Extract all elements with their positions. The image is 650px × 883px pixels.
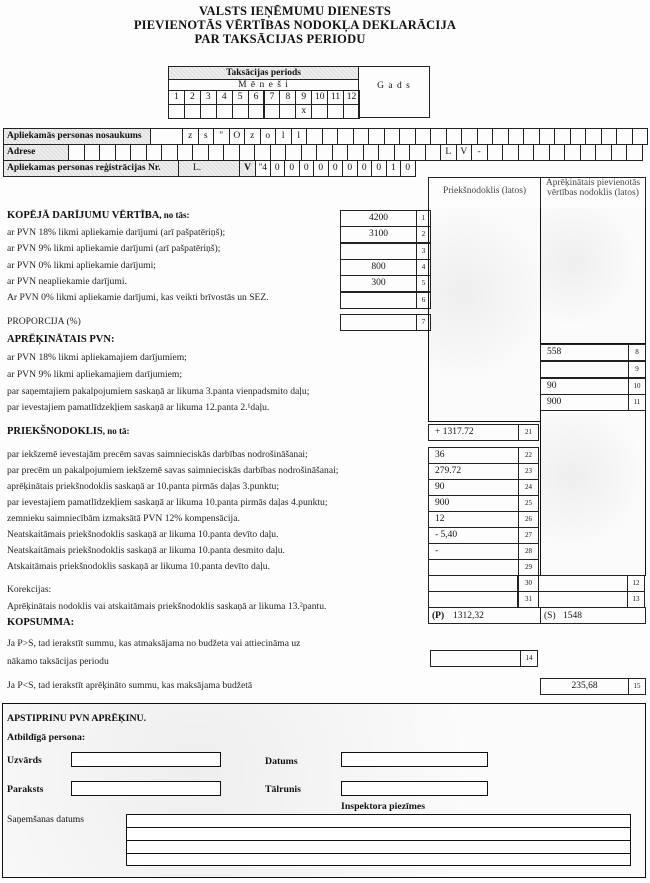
name-char-cell[interactable] <box>322 128 339 145</box>
month-number: 2 <box>184 90 201 105</box>
section3-row <box>428 495 539 512</box>
month-mark-cell[interactable] <box>327 104 344 119</box>
total-s-field[interactable] <box>540 607 646 624</box>
address-char-cell[interactable] <box>84 144 101 161</box>
confirm-title: APSTIPRINU PVN APRĒĶINU. <box>7 713 147 724</box>
date-field[interactable] <box>341 752 488 767</box>
title-agency: VALSTS IEŅĒMUMU DIENESTS <box>198 4 392 18</box>
month-mark-cell[interactable] <box>343 104 360 119</box>
signature-label: Paraksts <box>7 784 44 795</box>
month-number: 5 <box>232 90 249 105</box>
section3-row-line-number: 28 <box>518 543 539 560</box>
section3-row-line-number: 24 <box>518 479 539 496</box>
address-char-cell[interactable] <box>301 144 318 161</box>
section2-row-value[interactable]: 90 <box>540 378 629 395</box>
input-tax-total <box>428 424 539 441</box>
month-mark-cell[interactable] <box>311 104 328 119</box>
address-char-cell[interactable] <box>285 144 302 161</box>
period-title: Taksācijas periods <box>168 66 359 80</box>
month-mark-cell[interactable] <box>200 104 217 119</box>
section1-row-line-number: 2 <box>416 226 431 243</box>
section2-row-label: par saņemtajiem pakalpojumiem saskaņā ar likuma 3.panta vienpadsmito daļu; <box>7 385 310 397</box>
section3-row-label: Atskaitāmais priekšnodoklis saskaņā ar likuma 10.panta devīto daļu. <box>7 561 270 572</box>
address-char-cell[interactable] <box>378 144 395 161</box>
month-number: 9 <box>295 90 312 105</box>
proportion-field-line-number: 7 <box>416 314 431 331</box>
proportion-field <box>340 314 431 331</box>
name-char-cell[interactable] <box>446 128 463 145</box>
section1-row-label: ar PVN neapliekamie darījumi. <box>7 275 127 287</box>
pay-field-line-number: 15 <box>628 678 646 695</box>
name-char-cell[interactable] <box>508 128 525 145</box>
address-char-cell[interactable] <box>425 144 442 161</box>
responsible-person-label: Atbildīgā persona: <box>7 732 86 743</box>
corrections-label: Korekcijas: <box>7 584 52 595</box>
month-mark-cell[interactable] <box>248 104 265 119</box>
section2-row-label: par ievestajiem pamatlīdzekļiem saskaņā ar likuma 12.panta 2.¹daļu. <box>7 402 270 414</box>
input-tax-total-value[interactable]: + 1317.72 <box>428 424 519 441</box>
section3-row-value[interactable]: 90 <box>428 479 519 496</box>
reg-prefix-cell: V <box>239 160 256 177</box>
section2-row <box>540 344 646 361</box>
address-char-cell[interactable] <box>409 144 426 161</box>
name-char-cell[interactable] <box>384 128 401 145</box>
art13-label: Aprēķinātais nodoklis vai atskaitāmais priekšnodoklis saskaņā ar likuma 13.²pantu. <box>7 601 327 612</box>
address-char-cell[interactable] <box>580 144 597 161</box>
name-char-cell[interactable] <box>554 128 571 145</box>
reg-char-cell[interactable]: 0 <box>328 160 344 177</box>
corrections-vat-line-number: 12 <box>627 575 645 592</box>
month-mark-cell[interactable] <box>184 104 201 119</box>
refund-label-line1: Ja P>S, tad ierakstīt summu, kas atmaksājama no budžeta vai attiecināma uz <box>7 638 301 649</box>
reg-char-cell[interactable]: "4 <box>255 160 271 177</box>
name-char-cell[interactable] <box>430 128 447 145</box>
section2-row <box>540 378 646 395</box>
section-calculated-vat: APRĒĶINĀTAIS PVN: <box>7 334 115 345</box>
address-char-cell[interactable]: - <box>471 144 488 161</box>
name-char-cell[interactable] <box>601 128 618 145</box>
section3-row-label: zemnieku saimniecībām izmaksātā PVN 12% kompensācija. <box>7 513 240 524</box>
name-char-cell[interactable] <box>585 128 602 145</box>
phone-field[interactable] <box>341 781 488 796</box>
section3-row <box>428 463 539 480</box>
proportion-label: PROPORCIJA (%) <box>7 316 81 327</box>
refund-field-line-number: 14 <box>520 650 538 667</box>
address-char-cell[interactable] <box>394 144 411 161</box>
section3-row-line-number: 22 <box>518 447 539 464</box>
phone-label: Tālrunis <box>265 784 301 795</box>
corrections-input-tax-line-number: 30 <box>518 575 539 592</box>
name-char-cell[interactable]: l <box>275 128 292 145</box>
reg-number-label: Apliekamas personas reģistrācijas Nr. <box>3 160 179 177</box>
month-number: 11 <box>327 90 344 105</box>
section3-row-line-number: 26 <box>518 511 539 528</box>
name-char-cell[interactable] <box>368 128 385 145</box>
total-title: KOPSUMMA: <box>7 617 75 628</box>
confirmation-box <box>2 703 646 878</box>
section1-row-line-number: 3 <box>416 243 431 260</box>
section2-row-line-number: 8 <box>628 344 646 361</box>
section3-row-value[interactable]: 900 <box>428 495 519 512</box>
section3-row-value[interactable] <box>428 559 519 576</box>
section1-row <box>340 275 431 292</box>
reg-char-cell[interactable]: 0 <box>313 160 329 177</box>
address-char-cell[interactable] <box>254 144 271 161</box>
section2-row-line-number: 9 <box>628 361 646 378</box>
input-tax-column-shaded <box>428 208 541 422</box>
address-char-cell[interactable] <box>518 144 535 161</box>
section1-row <box>340 210 431 227</box>
name-char-cell[interactable]: l <box>291 128 308 145</box>
art13-input-tax-line-number: 31 <box>518 591 539 608</box>
address-label: Adrese <box>3 144 69 161</box>
month-mark-cell[interactable] <box>168 104 185 119</box>
section3-row <box>428 447 539 464</box>
address-char-cell[interactable] <box>316 144 333 161</box>
section3-row <box>428 511 539 528</box>
art13-vat-line-number: 13 <box>627 591 645 608</box>
section1-row <box>340 292 431 309</box>
received-date-label: Saņemšanas datums <box>7 814 85 825</box>
reg-char-cell[interactable]: 0 <box>400 160 416 177</box>
address-char-cell[interactable] <box>161 144 178 161</box>
reg-char-cell[interactable]: 0 <box>357 160 373 177</box>
name-char-cell[interactable] <box>570 128 587 145</box>
address-char-cell[interactable] <box>502 144 519 161</box>
section3-row <box>428 479 539 496</box>
month-number: 7 <box>264 90 281 105</box>
month-number: 6 <box>248 90 265 105</box>
vat-column-shaded-mid <box>540 410 646 576</box>
total-p-value: 1312,32 <box>453 611 484 621</box>
address-char-cell[interactable] <box>192 144 209 161</box>
vat-calc-column-header: Aprēķinātais pievienotās vērtības nodoklis (latos) <box>540 177 646 209</box>
section1-row-label: Ar PVN 0% likmi apliekamie darījumi, kas veikti brīvostās un SEZ. <box>7 292 269 304</box>
name-char-cell[interactable] <box>632 128 649 145</box>
section3-row-value[interactable]: - <box>428 543 519 560</box>
address-char-cell[interactable] <box>99 144 116 161</box>
section1-row-label: ar PVN 0% likmi apliekamie darījumi; <box>7 259 156 271</box>
corrections-vat-value[interactable] <box>517 575 628 592</box>
address-char-cell[interactable] <box>347 144 364 161</box>
inspector-notes-field[interactable] <box>126 814 631 866</box>
month-number: 8 <box>279 90 296 105</box>
surname-label: Uzvārds <box>7 755 42 766</box>
section2-row <box>540 394 646 411</box>
proportion-field-value[interactable] <box>340 314 417 331</box>
name-label: Apliekamās personas nosaukums <box>3 128 151 145</box>
name-char-cell[interactable] <box>461 128 478 145</box>
section-input-tax: PRIEKŠNODOKLIS, no tā: <box>7 426 130 437</box>
section2-row-label: ar PVN 18% likmi apliekamajiem darījumiem; <box>7 352 187 363</box>
section3-row <box>428 527 539 544</box>
refund-field <box>430 650 538 667</box>
month-number: 1 <box>168 90 185 105</box>
address-char-cell[interactable] <box>595 144 612 161</box>
surname-field[interactable] <box>71 752 221 767</box>
pay-label: Ja P<S, tad ierakstīt aprēķināto summu, kas maksājama budžetā <box>7 680 253 691</box>
address-char-cell[interactable] <box>177 144 194 161</box>
year-field[interactable] <box>358 66 430 118</box>
section3-row-label: aprēķinātais priekšnodoklis saskaņā ar 10.panta pirmās daļas 3.punktu; <box>7 481 280 492</box>
address-char-cell[interactable] <box>564 144 581 161</box>
section1-row-label: ar PVN 9% likmi apliekamie darījumi (arī pašpatēriņš); <box>7 243 221 255</box>
section1-row-line-number: 1 <box>416 210 431 227</box>
signature-field[interactable] <box>71 781 221 796</box>
address-char-cell[interactable] <box>626 144 643 161</box>
name-char-cell[interactable] <box>616 128 633 145</box>
corrections-vat <box>517 575 645 592</box>
section3-row-label: par ievestajiem pamatlīdzekļiem saskaņā ar likuma 10.panta pirmās daļas 4.punktu; <box>7 497 328 508</box>
name-char-cell[interactable] <box>150 128 183 145</box>
reg-char-cell[interactable]: 1 <box>386 160 402 177</box>
art13-input-tax-value[interactable] <box>428 591 519 608</box>
total-p-field[interactable] <box>428 607 541 624</box>
section2-row-value[interactable]: 558 <box>540 344 629 361</box>
address-char-cell[interactable] <box>146 144 163 161</box>
section3-row-label: Neatskaitāmais priekšnodoklis saskaņā ar likuma 10.panta desmito daļu. <box>7 545 285 556</box>
address-char-cell[interactable] <box>487 144 504 161</box>
title-declaration: PIEVIENOTĀS VĒRTĪBAS NODOKĻA DEKLARĀCIJA <box>133 18 457 32</box>
total-s-label: (S) <box>544 611 556 621</box>
section-total-transactions: KOPĒJĀ DARĪJUMU VĒRTĪBA, no tās: <box>7 210 190 221</box>
section2-row-line-number: 11 <box>628 394 646 411</box>
month-number: 3 <box>200 90 217 105</box>
month-number: 10 <box>311 90 328 105</box>
section3-row-line-number: 29 <box>518 559 539 576</box>
section3-row-label: Neatskaitāmais priekšnodoklis saskaņā ar likuma 10.panta devīto daļu. <box>7 529 279 540</box>
name-char-cell[interactable] <box>415 128 432 145</box>
reg-char-cell[interactable]: 0 <box>284 160 300 177</box>
name-char-cell[interactable] <box>523 128 540 145</box>
input-tax-column-header: Priekšnodoklis (latos) <box>428 177 541 209</box>
section2-row-value[interactable]: 900 <box>540 394 629 411</box>
name-char-cell[interactable]: " <box>213 128 230 145</box>
reg-char-cell[interactable]: 0 <box>342 160 358 177</box>
month-mark-cell[interactable] <box>216 104 233 119</box>
section1-row-line-number: 4 <box>416 259 431 276</box>
section1-row-value[interactable] <box>340 292 417 309</box>
month-mark-cell[interactable]: x <box>295 104 312 119</box>
refund-field-value[interactable] <box>430 650 521 667</box>
reg-prefix-cell: L. <box>178 160 240 177</box>
name-char-cell[interactable]: s <box>198 128 215 145</box>
section3-row <box>428 543 539 560</box>
address-char-cell[interactable] <box>363 144 380 161</box>
section2-row-value[interactable] <box>540 361 629 378</box>
months-label: M ē n e š i <box>168 79 359 91</box>
input-tax-total-line-number: 21 <box>518 424 539 441</box>
section1-row-line-number: 6 <box>416 292 431 309</box>
section3-row-value[interactable]: 12 <box>428 511 519 528</box>
section3-row-label: par iekšzemē ievestajām precēm savas saimnieciskās darbības nodrošināšanai; <box>7 449 308 460</box>
address-char-cell[interactable] <box>332 144 349 161</box>
name-char-cell[interactable]: o <box>260 128 277 145</box>
section1-row <box>340 226 431 243</box>
address-char-cell[interactable] <box>611 144 628 161</box>
address-char-cell[interactable]: L <box>440 144 457 161</box>
name-char-cell[interactable]: z <box>182 128 199 145</box>
section1-row <box>340 259 431 276</box>
art13-vat-value[interactable] <box>517 591 628 608</box>
section3-row-value[interactable]: 36 <box>428 447 519 464</box>
year-label: G a d s <box>377 81 411 91</box>
name-char-cell[interactable] <box>306 128 323 145</box>
corrections-input-tax-value[interactable] <box>428 575 519 592</box>
section3-row-line-number: 27 <box>518 527 539 544</box>
section3-row-value[interactable]: 279.72 <box>428 463 519 480</box>
total-s-value: 1548 <box>563 611 582 621</box>
vat-column-shaded-top <box>540 208 646 344</box>
inspector-notes-label: Inspektora piezīmes <box>341 801 426 812</box>
address-char-cell[interactable] <box>239 144 256 161</box>
section3-row-line-number: 25 <box>518 495 539 512</box>
section3-row-line-number: 23 <box>518 463 539 480</box>
month-mark-cell[interactable] <box>232 104 249 119</box>
month-mark-cell[interactable] <box>264 104 281 119</box>
date-label: Datums <box>265 756 298 767</box>
address-char-cell[interactable] <box>223 144 240 161</box>
month-mark-cell[interactable] <box>279 104 296 119</box>
name-char-cell[interactable] <box>337 128 354 145</box>
section1-row-value[interactable] <box>340 243 417 260</box>
section3-row-value[interactable]: - 5,40 <box>428 527 519 544</box>
total-p-label: (P) <box>432 611 445 621</box>
section1-row-label: ar PVN 18% likmi apliekamie darījumi (arī pašpatēriņš); <box>7 227 226 238</box>
name-char-cell[interactable] <box>477 128 494 145</box>
address-char-cell[interactable]: V <box>456 144 473 161</box>
section1-row-value[interactable]: 4200 <box>340 210 417 227</box>
section3-row-label: par precēm un pakalpojumiem iekšzemē savas saimnieciskās darbības nodrošināšanai; <box>7 465 339 476</box>
art13-vat <box>517 591 645 608</box>
name-char-cell[interactable]: O <box>229 128 246 145</box>
pay-field-value[interactable]: 235,68 <box>540 678 629 695</box>
section2-row <box>540 361 646 378</box>
address-char-cell[interactable] <box>270 144 287 161</box>
title-period: PAR TAKSĀCIJAS PERIODU <box>194 32 366 46</box>
section2-row-label: ar PVN 9% likmi apliekamajiem darījumiem; <box>7 368 183 380</box>
address-char-cell[interactable] <box>533 144 550 161</box>
section1-row-value[interactable]: 300 <box>340 275 417 292</box>
address-char-cell[interactable] <box>549 144 566 161</box>
address-char-cell[interactable] <box>130 144 147 161</box>
reg-char-cell[interactable]: 0 <box>371 160 387 177</box>
section2-row-line-number: 10 <box>628 378 646 395</box>
address-char-cell[interactable] <box>115 144 132 161</box>
section1-row-value[interactable]: 3100 <box>340 226 417 243</box>
address-char-cell[interactable] <box>208 144 225 161</box>
section3-row <box>428 559 539 576</box>
month-number: 12 <box>343 90 360 105</box>
reg-char-cell[interactable]: 0 <box>299 160 315 177</box>
refund-label-line2: nākamo taksācijas periodu <box>7 656 109 667</box>
name-char-cell[interactable] <box>399 128 416 145</box>
pay-field <box>540 678 646 695</box>
name-char-cell[interactable] <box>539 128 556 145</box>
name-char-cell[interactable] <box>353 128 370 145</box>
month-number: 4 <box>216 90 233 105</box>
address-char-cell[interactable] <box>68 144 85 161</box>
reg-char-cell[interactable]: 0 <box>270 160 286 177</box>
section1-row-value[interactable]: 800 <box>340 259 417 276</box>
section1-row <box>340 243 431 260</box>
name-char-cell[interactable] <box>492 128 509 145</box>
name-char-cell[interactable]: z <box>244 128 261 145</box>
section1-row-line-number: 5 <box>416 275 431 292</box>
